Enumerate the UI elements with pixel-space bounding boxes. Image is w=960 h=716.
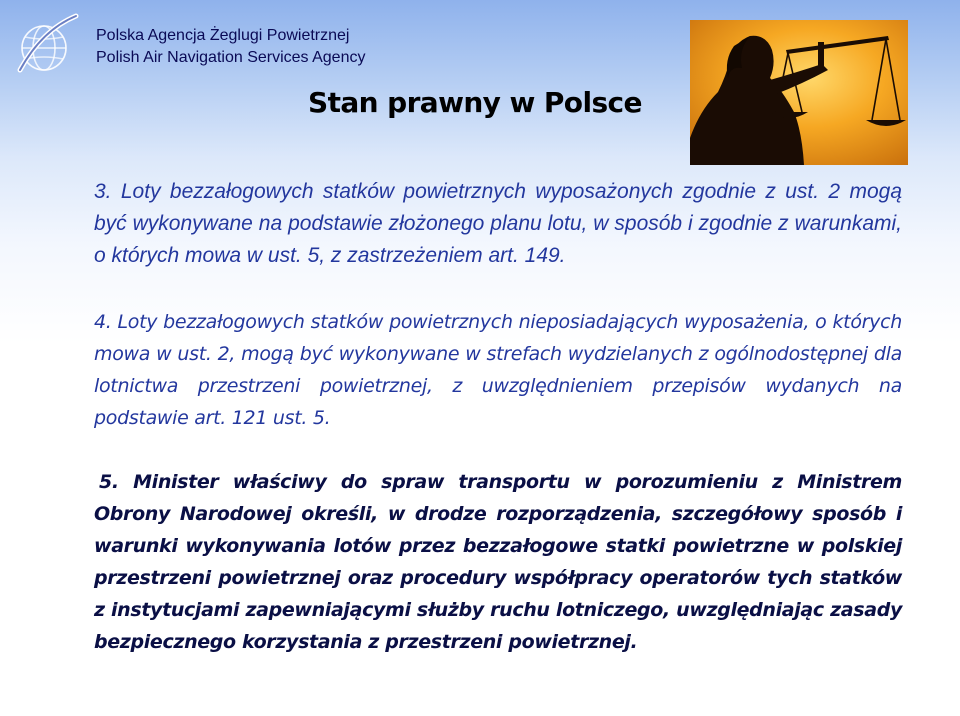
agency-name-english: Polish Air Navigation Services Agency xyxy=(96,49,366,66)
lady-justice-scales-image xyxy=(690,20,908,165)
agency-name xyxy=(96,25,365,69)
agency-name-polish: Polska Agencja Żeglugi Powietrznej xyxy=(96,27,350,44)
globe-swoosh-icon xyxy=(16,10,80,80)
pansa-logo xyxy=(16,10,80,80)
paragraph-5 xyxy=(94,466,902,658)
page-title: Stan prawny w Polsce xyxy=(308,86,642,119)
paragraph-4: 4. Loty bezzałogowych statków powietrznych nieposiadających wyposażenia, o których mowa w ust. 2, mogą być wykonywane w strefach wydzielanych z ogólnodostępnej dla lotnictwa przestrzeni powietrznej, z uwzględnieniem przepisów wydanych na podstawie art. 121 ust. 5. xyxy=(94,311,902,429)
paragraph-5-number: 5. xyxy=(99,471,119,493)
paragraph-3: 3. Loty bezzałogowych statków powietrznych wyposażonych zgodnie z ust. 2 mogą być wykonywane na podstawie złożonego planu lotu, w sposób i zgodnie z warunkami, o których mowa w ust. 5, z zastrzeżeniem art. 149. xyxy=(94,180,902,267)
paragraph-5-text: Minister właściwy do spraw transportu w porozumieniu z Ministrem Obrony Narodowej określi, w drodze rozporządzenia, szczegółowy sposób i warunki wykonywania lotów przez bezzałogowe statki powietrzne w polskiej przestrzeni powietrznej oraz procedury współpracy operatorów tych statków z instytucjami zapewniającymi służby ruchu lotniczego, uwzględniając zasady bezpiecznego korzystania z przestrzeni powietrznej. xyxy=(94,471,902,653)
